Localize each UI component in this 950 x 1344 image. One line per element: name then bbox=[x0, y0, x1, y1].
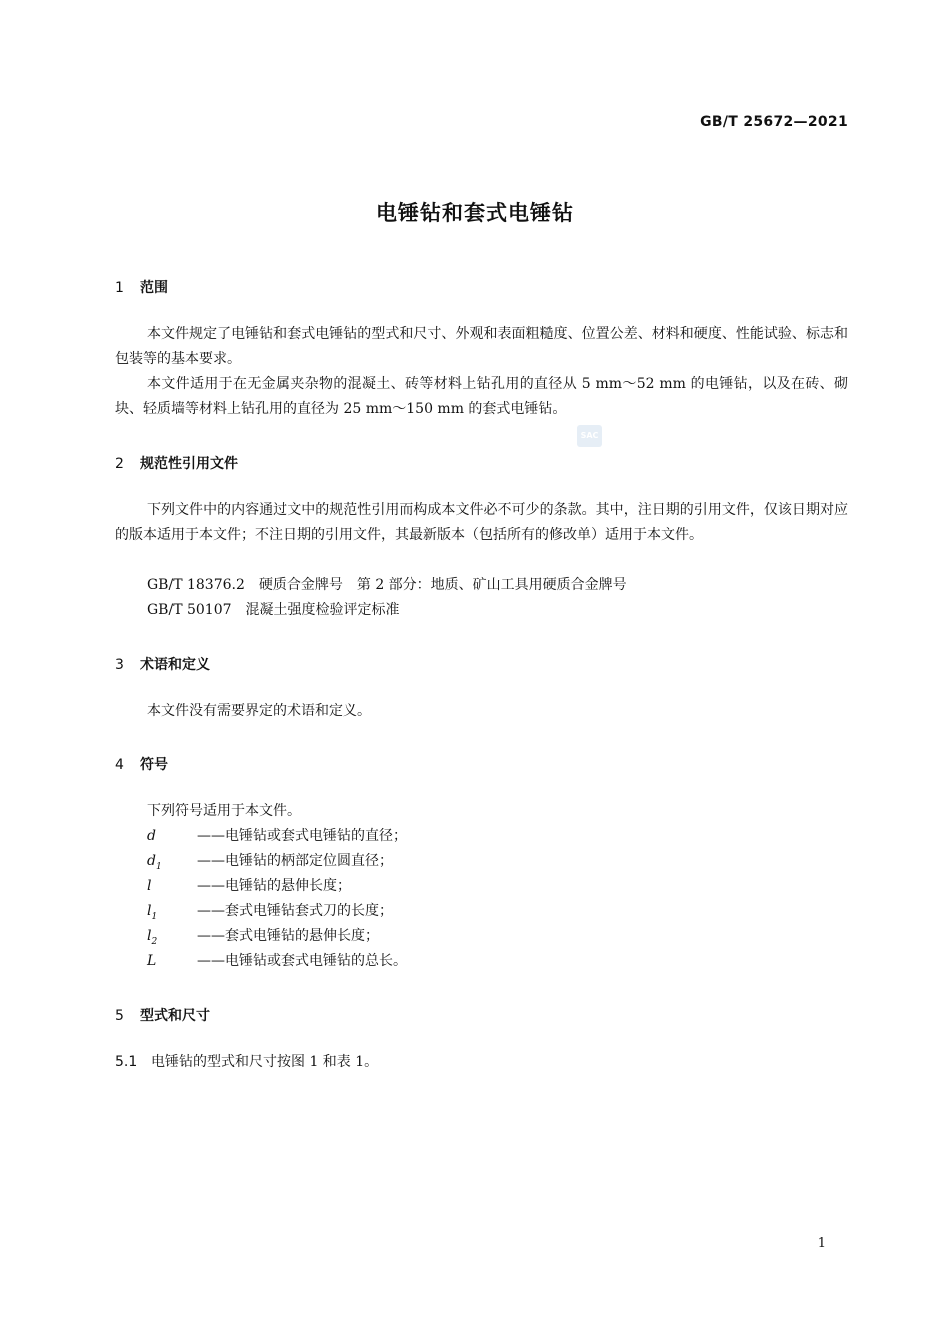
symbol: L bbox=[147, 953, 157, 969]
symbol-subscript: 1 bbox=[155, 861, 162, 872]
symbol-description: ——电锤钻或套式电锤钻的总长。 bbox=[197, 953, 407, 969]
section-title: 型式和尺寸 bbox=[140, 1008, 210, 1024]
section-number: 1 bbox=[115, 280, 124, 296]
section-number: 4 bbox=[115, 757, 124, 773]
symbol-item bbox=[147, 949, 407, 980]
standard-code: GB/T 25672—2021 bbox=[700, 114, 848, 130]
section-2-paragraph-1: 下列文件中的内容通过文中的规范性引用而构成本文件必不可少的条款。其中，注日期的引用文件，仅该日期对应的版本适用于本文件；不注日期的引用文件，其最新版本（包括所有的修改单）适用于本文件。 bbox=[115, 502, 848, 543]
section-number: 2 bbox=[115, 456, 124, 472]
document-title: 电锤钻和套式电锤钻 bbox=[376, 201, 574, 225]
symbol: d bbox=[147, 853, 156, 869]
symbols-intro: 下列符号适用于本文件。 bbox=[147, 803, 301, 819]
symbol: d bbox=[147, 828, 156, 844]
reference-item: GB/T 18376.2 硬质合金牌号 第 2 部分：地质、矿山工具用硬质合金牌号 bbox=[147, 577, 627, 593]
symbol-description: ——套式电锤钻套式刀的长度； bbox=[197, 903, 393, 919]
symbol: l bbox=[147, 878, 152, 894]
section-3-paragraph-1: 本文件没有需要界定的术语和定义。 bbox=[147, 703, 371, 719]
symbol-description: ——电锤钻的悬伸长度； bbox=[197, 878, 351, 894]
section-title: 符号 bbox=[140, 757, 168, 773]
reference-item: GB/T 50107 混凝土强度检验评定标准 bbox=[147, 602, 400, 618]
symbol-description: ——套式电锤钻的悬伸长度； bbox=[197, 928, 379, 944]
symbol-description: ——电锤钻或套式电锤钻的直径； bbox=[197, 828, 407, 844]
section-number: 3 bbox=[115, 657, 124, 673]
subsection-text: 电锤钻的型式和尺寸按图 1 和表 1。 bbox=[151, 1054, 379, 1070]
subsection-5-1 bbox=[115, 1050, 378, 1075]
section-title: 术语和定义 bbox=[140, 657, 210, 673]
section-2-heading bbox=[115, 453, 238, 473]
section-title: 规范性引用文件 bbox=[140, 456, 238, 472]
section-number: 5 bbox=[115, 1008, 124, 1024]
section-1-paragraph-1: 本文件规定了电锤钻和套式电锤钻的型式和尺寸、外观和表面粗糙度、位置公差、材料和硬度、性能试验、标志和包装等的基本要求。 bbox=[115, 326, 848, 367]
section-5-heading bbox=[115, 1005, 210, 1025]
symbol-description: ——电锤钻的柄部定位圆直径； bbox=[197, 853, 393, 869]
section-4-heading bbox=[115, 754, 168, 774]
section-1-paragraph-2: 本文件适用于在无金属夹杂物的混凝土、砖等材料上钻孔用的直径从 5 mm～52 mm 的电锤钻，以及在砖、砌块、轻质墙等材料上钻孔用的直径为 25 mm～150 mm 的套式电锤钻。 bbox=[115, 376, 848, 417]
page-number: 1 bbox=[817, 1236, 826, 1251]
symbol-subscript: 2 bbox=[151, 936, 158, 947]
symbol-subscript: 1 bbox=[151, 911, 158, 922]
symbol: l bbox=[147, 903, 152, 919]
symbol: l bbox=[147, 928, 152, 944]
section-title: 范围 bbox=[140, 280, 168, 296]
section-3-heading bbox=[115, 654, 210, 674]
sac-watermark-logo: SAC bbox=[577, 425, 602, 447]
section-1-heading bbox=[115, 277, 168, 297]
subsection-number: 5.1 bbox=[115, 1054, 138, 1070]
